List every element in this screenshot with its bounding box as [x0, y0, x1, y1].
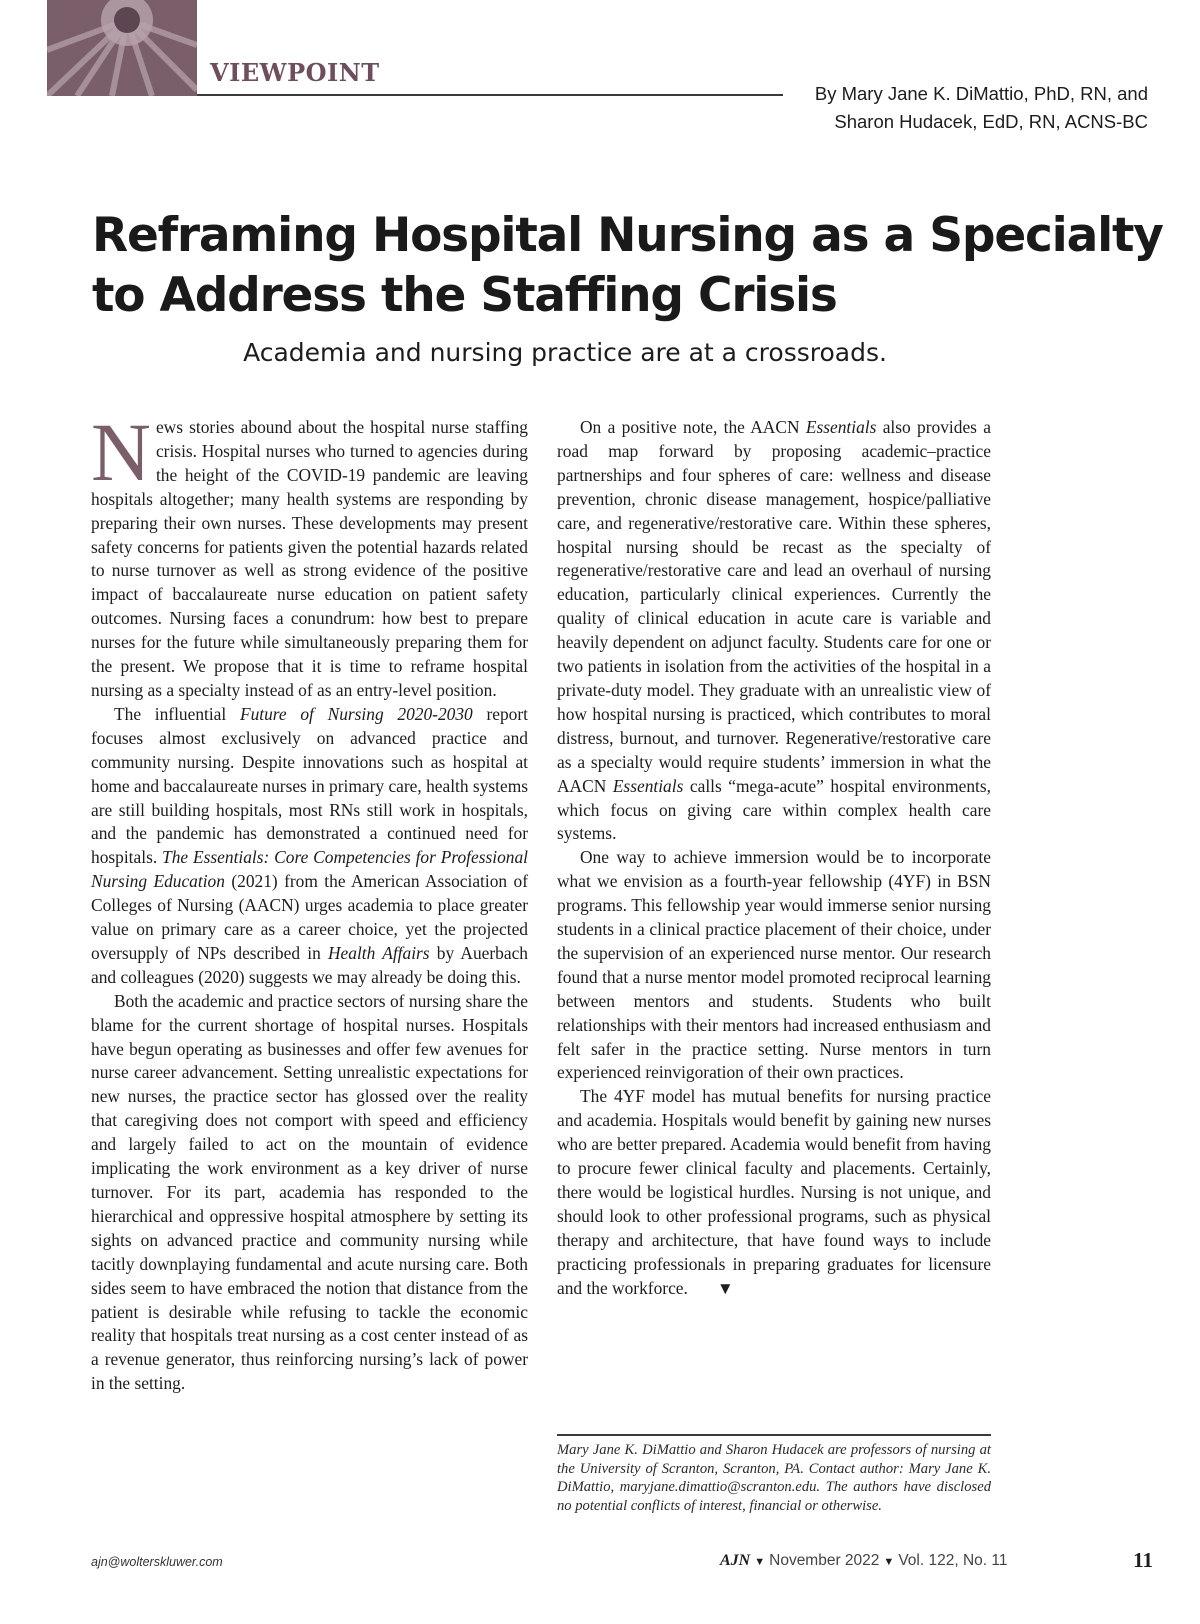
footer-journal: AJN [720, 1552, 751, 1569]
paragraph-2-text-b: report focuses almost exclusively on advanced practice and community nursing. Despite innovations such as hospital at home and baccalaureate nurses in primary care, health systems are still building hospitals, most RNs still work in hospitals, and the pandemic has demonstrated a continued need for hospitals. [91, 703, 528, 868]
byline-line-2: Sharon Hudacek, EdD, RN, ACNS-BC [834, 111, 1148, 132]
article-column-left [91, 406, 529, 1396]
paragraph-2-italic-1: Future of Nursing 2020-2030 [239, 703, 473, 724]
byline [815, 80, 1148, 136]
paragraph-2-text-d: by Auerbach and colleagues (2020) suggests we may already be doing this. [91, 942, 529, 987]
paragraph-4-text-a: On a positive note, the AACN [580, 417, 806, 437]
article-column-right [557, 416, 991, 1301]
paragraph-3: Both the academic and practice sectors of nursing share the blame for the current shortage of hospital nurses. Hospitals have begun operating as businesses and offer few avenues for nurse career advancement. Setting unrealistic expectations for new nurses, the practice sector has glossed over the reality that caregiving does not comport with speed and efficiency and largely failed to act on the mountain of evidence implicating the work environment as a key driver of nurse turnover. For its part, academia has responded to the hierarchical and oppressive hospital atmosphere by setting its sights on advanced practice and community nursing while tacitly downplaying fundamental and acute nursing care. Both sides seem to have embraced the notion that distance from the patient is desirable while refusing to tackle the economic reality that hospitals treat nursing as a cost center instead of as a revenue generator, thus reinforcing nursing’s lack of power in the setting. [91, 990, 528, 1394]
paragraph-4-text-c: calls “mega-acute” hospital environments, which focus on giving care within complex health care systems. [557, 775, 991, 844]
article-title-line-1: Reframing Hospital Nursing as a Specialty [92, 208, 1163, 263]
author-bio: Mary Jane K. DiMattio and Sharon Hudacek are professors of nursing at the University of Scranton, Scranton, PA. Contact author: Mary Jane K. DiMattio, maryjane.dimattio@scranton.edu. The authors have disclosed no potential conflicts of interest, financial or otherwise. [557, 1442, 991, 1514]
header-rule [197, 94, 783, 96]
footer-volume: Vol. 122, No. 11 [898, 1552, 1008, 1569]
paragraph-2-text-c: (2021) from the American Association of Colleges of Nursing (AACN) urges academia to place greater value on primary care as a career choice, yet the projected oversupply of NPs described in [91, 871, 528, 963]
end-mark-icon: ▼ [716, 1278, 734, 1298]
paragraph-1-text: ews stories abound about the hospital nurse staffing crisis. Hospital nurses who turned to agencies during the height of the COVID-19 pandemic are leaving hospitals altogether; many health systems are responding by preparing their own nurses. These developments may present safety concerns for patients given the potential hazards related to nurse turnover as well as strong evidence of the positive impact of baccalaureate nurse education on patient safety outcomes. Nursing faces a conundrum: how best to prepare nurses for the future while simultaneously preparing them for the present. We propose that it is time to reframe hospital nursing as a specialty instead of as an entry-level position. [91, 417, 528, 700]
paragraph-6 [557, 1085, 991, 1300]
paragraph-2-text-a: The influential [114, 703, 240, 724]
footer-date: November 2022 [769, 1552, 880, 1569]
paragraph-4-italic-1: Essentials [805, 417, 877, 437]
article-subtitle [0, 338, 1200, 367]
footer-email: ajn@wolterskluwer.com [91, 1555, 223, 1569]
author-bio-rule [557, 1434, 991, 1436]
paragraph-5: One way to achieve immersion would be to incorporate what we envision as a fourth-year fellowship (4YF) in BSN programs. This fellowship year would immerse senior nursing students in a clinical practice placement of their choice, under the supervision of an experienced nurse mentor. Our research found that a nurse mentor model promoted reciprocal learning between mentors and students. Students who built relationships with their mentors had increased enthusiasm and felt safer in the practice setting. Nurse mentors in turn experienced reinvigoration of their own practices. [557, 847, 991, 1083]
footer-separator-icon: ▼ [883, 1556, 895, 1568]
article-title-line-2: to Address the Staffing Crisis [92, 268, 837, 323]
paragraph-4 [557, 416, 991, 846]
drop-cap: N [91, 406, 151, 498]
paragraph-2-italic-3: Health Affairs [327, 942, 430, 963]
header-corner-image [47, 0, 197, 96]
footer-issue-info [720, 1552, 1007, 1570]
paragraph-4-italic-2: Essentials [612, 775, 684, 796]
paragraph-1 [91, 406, 528, 703]
footer-separator-icon: ▼ [754, 1556, 766, 1568]
page-number: 11 [1133, 1548, 1153, 1572]
paragraph-2 [91, 703, 528, 990]
article-title [92, 206, 1172, 326]
article-subtitle-text: Academia and nursing practice are at a crossroads. [243, 338, 887, 367]
byline-line-1: By Mary Jane K. DiMattio, PhD, RN, and [814, 83, 1148, 104]
section-label: VIEWPOINT [210, 58, 380, 87]
paragraph-6-text: The 4YF model has mutual benefits for nursing practice and academia. Hospitals would benefit by gaining new nurses who are better prepared. Academia would benefit from having to procure fewer clinical faculty and placements. Certainly, there would be logistical hurdles. Nursing is not unique, and should look to other professional programs, such as physical therapy and architecture, that have found ways to include practicing professionals in preparing graduates for licensure and the workforce. [557, 1086, 991, 1298]
paragraph-2-italic-2: The Essentials: Core Competencies for Professional Nursing Education [91, 847, 529, 892]
paragraph-4-text-b: also provides a road map forward by proposing academic–practice partnerships and four spheres of care: wellness and disease prevention, chronic disease management, hospice/palliative care, and regenerative/restorative care. Within these spheres, hospital nursing should be recast as the specialty of regenerative/restorative care and lead an overhaul of nursing education, particularly clinical experiences. Currently the quality of clinical education in acute care is variable and heavily dependent on adjunct faculty. Students care for one or two patients in isolation from the activities of the hospital in a private-duty model. They graduate with an unrealistic view of how hospital nursing is practiced, which contributes to moral distress, burnout, and turnover. Regenerative/restorative care as a specialty would require students’ immersion in what the AACN [557, 417, 991, 796]
